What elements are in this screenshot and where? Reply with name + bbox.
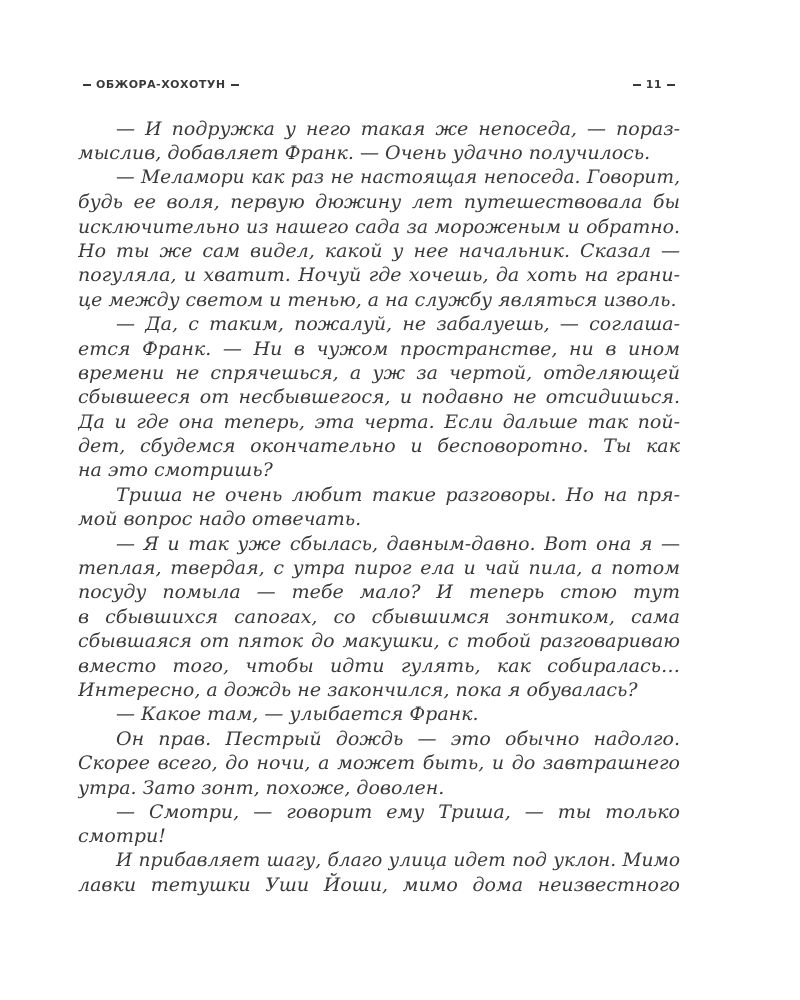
text-line: ется Франк. — Ни в чужом пространстве, ни в ином: [78, 337, 680, 360]
text-line: времени не спрячешься, а уж за чертой, отделяющей: [78, 361, 680, 384]
text-line: смотри!: [78, 825, 166, 848]
text-line: теплая, твердая, с утра пирог ела и чай пила, а потом: [78, 557, 680, 580]
text-line: — Какое там, — улыбается Франк.: [116, 703, 479, 726]
running-header: [78, 78, 680, 92]
text-line: дет, сбудемся окончательно и бесповоротно. Ты как: [78, 435, 680, 458]
header-dash-left: [83, 84, 91, 86]
text-line: Скорее всего, до ночи, а может быть, и до завтрашнего: [78, 752, 680, 775]
text-line: Да и где она теперь, эта черта. Если дальше так пой-: [78, 410, 680, 433]
text-line: И прибавляет шагу, благо улица идет под уклон. Мимо: [116, 849, 680, 871]
page-number-dash-left: [633, 84, 641, 86]
body-text: [78, 117, 680, 898]
text-line: лавки тетушки Уши Йоши, мимо дома неизвестного: [78, 874, 680, 897]
text-line: на это смотришь?: [78, 459, 273, 482]
text-line: будь ее воля, первую дюжину лет путешествовала бы: [78, 191, 680, 214]
text-line: — Смотри, — говорит ему Триша, — ты только: [116, 800, 680, 823]
text-line: вместо того, чтобы идти гулять, как собиралась…: [78, 654, 680, 677]
text-line: це между светом и тенью, а на службу являться изволь.: [78, 288, 677, 311]
text-line: погуляла, и хватит. Ночуй где хочешь, да хоть на грани-: [78, 264, 680, 287]
text-line: сбывшаяся от пяток до макушки, с тобой разговариваю: [78, 630, 680, 653]
text-line: мыслив, добавляет Франк. — Очень удачно получилось.: [78, 142, 651, 165]
text-line: — И подружка у него такая же непоседа, — пораз-: [116, 118, 680, 140]
text-line: — Да, с таким, пожалуй, не забалуешь, — соглаша-: [116, 313, 680, 336]
book-title: ОБЖОРА-ХОХОТУН: [96, 78, 226, 91]
text-line: Интересно, а дождь не закончился, пока я обувалась?: [78, 678, 638, 701]
text-line: сбывшееся от несбывшегося, и подавно не отсидишься.: [78, 386, 680, 409]
page-number: 11: [645, 78, 662, 91]
text-line: — Я и так уже сбылась, давным-давно. Вот она я —: [116, 532, 680, 555]
text-line: посуду помыла — тебе мало? И теперь стою тут: [78, 581, 680, 604]
page-number-group: [628, 78, 680, 91]
text-line: Но ты же сам видел, какой у нее начальник. Сказал —: [78, 239, 680, 262]
header-title-group: [78, 78, 244, 91]
text-line: — Меламори как раз не настоящая непоседа. Говорит,: [116, 166, 680, 188]
text-line: мой вопрос надо отвечать.: [78, 508, 362, 531]
text-line: Он прав. Пестрый дождь — это обычно надолго.: [116, 727, 680, 750]
text-line: утра. Зато зонт, похоже, доволен.: [78, 776, 445, 799]
text-line: в сбывшихся сапогах, со сбывшимся зонтиком, сама: [78, 605, 680, 628]
header-dash-right: [231, 84, 239, 86]
text-line: Триша не очень любит такие разговоры. Но на пря-: [116, 483, 680, 506]
page-number-dash-right: [667, 84, 675, 86]
text-line: исключительно из нашего сада за мороженым и обратно.: [78, 215, 680, 238]
